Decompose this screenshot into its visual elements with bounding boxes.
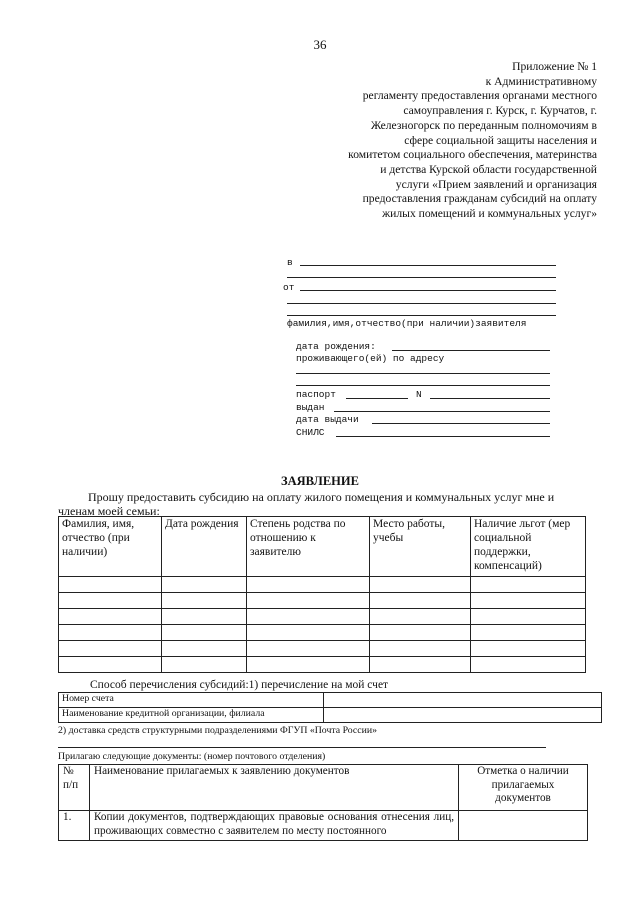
fio-caption: фамилия,имя,отчество(при наличии)заявителя <box>287 318 527 329</box>
passport-label: паспорт <box>296 389 336 400</box>
payment-method: Способ перечисления субсидий:1) перечисление на мой счет <box>90 679 389 691</box>
appendix-line: к Административному <box>485 74 597 88</box>
header-benefits: Наличие льгот (мер социальной поддержки, компенсаций) <box>471 517 586 577</box>
appendix-line: услуги «Прием заявлений и организация <box>395 177 597 191</box>
appendix-line: жилых помещений и коммунальных услуг» <box>382 207 597 221</box>
table-row <box>59 693 602 708</box>
appendix-line: предоставления гражданам субсидий на оплату <box>362 192 597 206</box>
header-document-name: Наименование прилагаемых к заявлению документов <box>90 765 459 811</box>
appendix-line: Железногорск по переданным полномочиям в <box>370 118 597 132</box>
appendix-line: и детства Курской области государственной <box>380 162 597 176</box>
appendix-header <box>267 60 597 222</box>
family-table-header <box>59 517 586 577</box>
issue-date-label: дата выдачи <box>296 414 359 425</box>
family-members-table <box>58 516 586 673</box>
header-relationship: Степень родства по отношению к заявителю <box>247 517 370 577</box>
address-field-line-2[interactable] <box>296 385 550 386</box>
header-availability: Отметка о наличии прилагаемых документов <box>459 765 588 811</box>
account-number-label: Номер счета <box>59 693 324 708</box>
request-text-line-1: Прошу предоставить субсидию на оплату жилого помещения и коммунальных услуг мне и <box>88 490 555 504</box>
post-office-field[interactable] <box>58 747 546 748</box>
appendix-line: сфере социальной защиты населения и <box>404 133 597 147</box>
header-number: № п/п <box>59 765 90 811</box>
table-row[interactable] <box>59 593 586 609</box>
header-workplace: Место работы, учебы <box>370 517 471 577</box>
docs-table-header <box>59 765 588 811</box>
address-label: проживающего(ей) по адресу <box>296 353 445 364</box>
issue-date-field[interactable] <box>372 423 550 424</box>
header-fio: Фамилия, имя, отчество (при наличии) <box>59 517 162 577</box>
passport-number-label: N <box>416 389 422 400</box>
from-field-line-2[interactable] <box>287 303 556 304</box>
table-row[interactable] <box>59 641 586 657</box>
snils-field[interactable] <box>336 436 550 437</box>
table-row[interactable] <box>59 577 586 593</box>
table-row[interactable] <box>59 657 586 673</box>
table-row[interactable] <box>59 609 586 625</box>
passport-number-field[interactable] <box>430 398 550 399</box>
table-row <box>59 708 602 723</box>
bank-name-label: Наименование кредитной организации, филиала <box>59 708 324 723</box>
from-field-line-3[interactable] <box>287 315 556 316</box>
birth-date-field[interactable] <box>392 350 550 351</box>
doc-text: Копии документов, подтверждающих правовые основания отнесения лиц, проживающих совместно с заявителем по месту постоянного <box>90 811 459 841</box>
to-label: в <box>287 257 293 268</box>
passport-series-field[interactable] <box>346 398 408 399</box>
table-row[interactable] <box>59 625 586 641</box>
postal-delivery-option: 2) доставка средств структурными подразделениями ФГУП «Почта России» <box>58 725 378 736</box>
to-field-line-2[interactable] <box>287 277 556 278</box>
issued-by-label: выдан <box>296 402 325 413</box>
account-number-field[interactable] <box>324 693 602 708</box>
appendix-line: Приложение № 1 <box>512 60 597 73</box>
from-field[interactable] <box>300 290 556 291</box>
table-row <box>59 811 588 841</box>
appendix-line: самоуправления г. Курск, г. Курчатов, г. <box>403 104 597 118</box>
appendix-line: комитетом социального обеспечения, материнства <box>348 148 597 162</box>
request-text-line-2: членам моей семьи: <box>58 504 160 518</box>
attached-documents-table <box>58 764 588 841</box>
bank-name-field[interactable] <box>324 708 602 723</box>
doc-availability-field[interactable] <box>459 811 588 841</box>
doc-number: 1. <box>59 811 90 841</box>
page-number: 36 <box>313 37 327 52</box>
docs-intro: Прилагаю следующие документы: (номер почтового отделения) <box>58 751 326 762</box>
birth-date-label: дата рождения: <box>296 341 376 352</box>
address-field-line-1[interactable] <box>296 373 550 374</box>
to-field[interactable] <box>300 265 556 266</box>
appendix-line: регламенту предоставления органами местного <box>362 89 597 103</box>
header-birth-date: Дата рождения <box>162 517 247 577</box>
statement-title: ЗАЯВЛЕНИЕ <box>281 474 359 488</box>
from-label: от <box>283 282 295 293</box>
payment-details-table <box>58 692 602 723</box>
issued-by-field[interactable] <box>334 411 550 412</box>
snils-label: СНИЛС <box>296 427 325 438</box>
